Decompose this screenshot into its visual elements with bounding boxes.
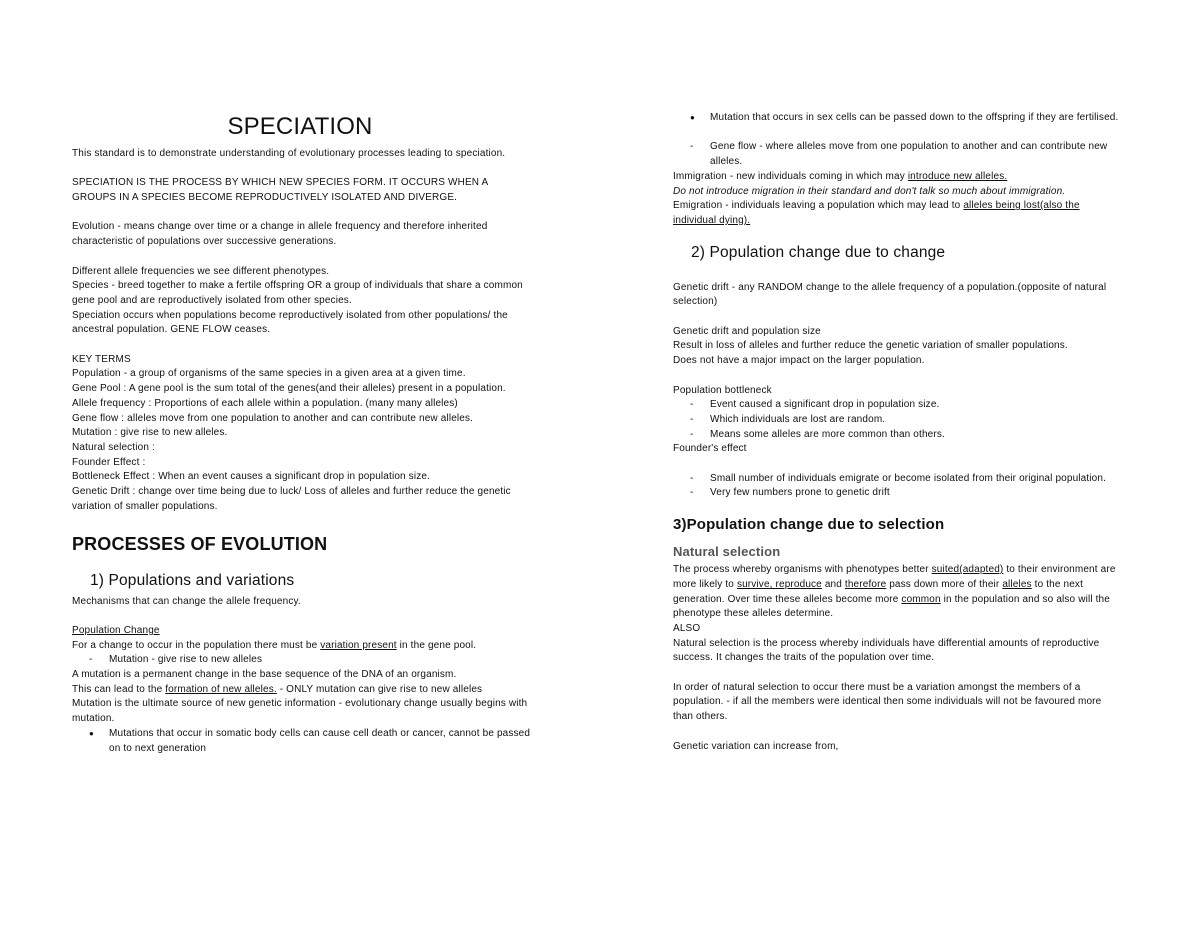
section3-heading: 3)Population change due to selection [673,516,945,534]
list-item: - Which individuals are lost are random. [690,413,886,425]
list-item: ● Mutation that occurs in sex cells can be passed down to the offspring if they are fertilised. [690,112,1119,123]
key-term: Population - a group of organisms of the same species in a given area at a given time. [72,368,466,380]
order-natural-selection-text: In order of natural selection to occur there must be a variation amongst the members of a population. - if all the members were identical then some individuals will not be favoured more than others. [673,681,1102,723]
formation-text: This can lead to the formation of new alleles. - ONLY mutation can give rise to new alleles [72,683,483,695]
mechanisms-text: Mechanisms that can change the allele frequency. [72,595,301,607]
evolution-definition: Evolution - means change over time or a change in allele frequency and therefore inherited characteristic of populations over successive generations. [72,221,488,248]
key-term: Mutation : give rise to new alleles. [72,427,228,439]
section2-heading: 2) Population change due to change [691,243,946,261]
founder-list [673,472,1123,501]
bottleneck-list [673,398,1123,442]
key-terms-heading: KEY TERMS [72,353,131,365]
right-column [673,0,1123,754]
speciation-occurs-text: Speciation occurs when populations become reproductively isolated from other populations/ the ancestral population. GENE FLOW ceases. [72,309,508,336]
key-term: Natural selection : [72,442,155,453]
gene-flow-dash-list [673,140,1123,169]
founder-heading: Founder's effect [673,443,747,455]
speciation-definition: SPECIATION IS THE PROCESS BY WHICH NEW SPECIES FORM. IT OCCURS WHEN A GROUPS IN A SPECIES BECOME REPRODUCTIVELY ISOLATED AND DIVERGE. [72,177,488,204]
genetic-drift-text: Genetic drift - any RANDOM change to the allele frequency of a population.(opposite of natural selection) [673,281,1107,308]
processes-heading: PROCESSES OF EVOLUTION [72,533,328,554]
drift-size-text: Result in loss of alleles and further reduce the genetic variation of smaller populations. [673,340,1068,352]
key-term: Gene Pool : A gene pool is the sum total of the genes(and their alleles) present in a population. [72,383,506,395]
natural-selection-also-text: Natural selection is the process whereby individuals have differential amounts of reproductive success. It changes the traits of the population over time. [673,637,1100,664]
key-term: Genetic Drift : change over time being due to luck/ Loss of alleles and further reduce the genetic variation of smaller populations. [72,486,511,512]
mutation-definition: A mutation is a permanent change in the base sequence of the DNA of an organism. [72,669,457,681]
population-change-heading: Population Change [72,624,160,636]
sex-cells-bullet-list [673,111,1123,126]
list-item: - Means some alleles are more common than others. [690,428,945,440]
drift-size-text: Does not have a major impact on the larger population. [673,355,925,367]
key-term: Founder Effect : [72,456,146,468]
natural-selection-text: The process whereby organisms with phenotypes better suited(adapted) to their environment are more likely to survive, reproduce and therefore pass down more of their alleles to the next generation. Over time these alleles become more common in the population and so also will the phenotype these alleles determine. [673,564,1116,620]
key-term: Allele frequency : Proportions of each allele within a population. (many many alleles) [72,397,458,409]
list-item: - Mutation - give rise to new alleles [89,654,263,666]
list-item: ● Mutations that occur in somatic body cells can cause cell death or cancer, cannot be passed on to next generation [89,727,531,754]
list-item: - Very few numbers prone to genetic drift [690,487,890,499]
page-title: SPECIATION [227,113,373,140]
intro-text: This standard is to demonstrate understanding of evolutionary processes leading to speciation. [72,148,506,159]
list-item: - Event caused a significant drop in population size. [690,399,940,411]
key-term: Bottleneck Effect : When an event causes a significant drop in population size. [72,471,430,483]
somatic-bullet-list [72,727,532,756]
variation-increase-text: Genetic variation can increase from, [673,740,839,752]
list-item: - Gene flow - where alleles move from one population to another and can contribute new alleles. [690,141,1108,168]
drift-size-heading: Genetic drift and population size [673,325,821,337]
immigration-text: Immigration - new individuals coming in which may introduce new alleles. [673,170,1008,182]
phenotypes-text: Different allele frequencies we see different phenotypes. [72,265,330,277]
natural-selection-heading: Natural selection [673,544,781,560]
mutation-dash-list [72,653,532,668]
ultimate-source-text: Mutation is the ultimate source of new genetic information - evolutionary change usually begins with mutation. [72,698,528,725]
list-item: - Small number of individuals emigrate or become isolated from their original population. [690,472,1107,484]
bottleneck-heading: Population bottleneck [673,384,772,396]
species-definition: Species - breed together to make a fertile offspring OR a group of individuals that share a common gene pool and are reproductively isolated from other species. [72,280,523,306]
section1-heading: 1) Populations and variations [90,571,295,589]
emigration-text: Emigration - individuals leaving a population which may lead to alleles being lost(also the individual dying). [673,200,1080,226]
key-term: Gene flow : alleles move from one population to another and can contribute new alleles. [72,412,474,424]
immigration-note: Do not introduce migration in their standard and don't talk so much about immigration. [673,185,1066,197]
left-column [72,0,532,756]
variation-text: For a change to occur in the population there must be variation present in the gene pool. [72,639,477,651]
also-text: ALSO [673,622,701,634]
